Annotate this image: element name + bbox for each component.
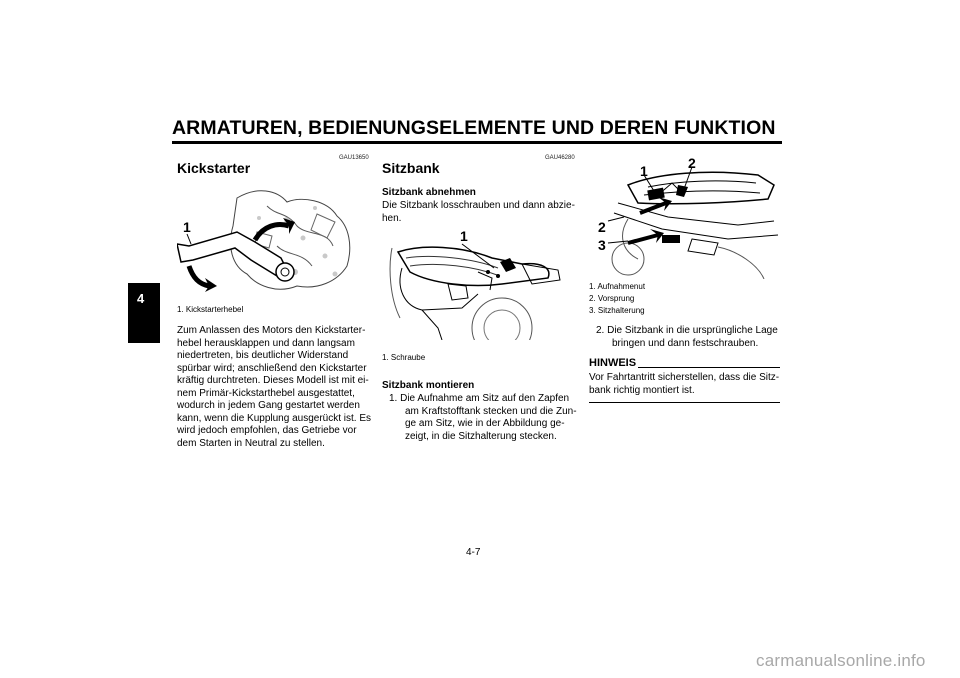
header-rule bbox=[172, 141, 782, 144]
caption-line: 3. Sitzhalterung bbox=[589, 306, 645, 315]
figure-caption: 1. Schraube bbox=[382, 353, 426, 362]
remove-body bbox=[382, 200, 577, 225]
kickstarter-body bbox=[177, 325, 372, 450]
page-number: 4-7 bbox=[466, 547, 481, 558]
seat-figure bbox=[382, 228, 574, 340]
body-line: spürbar wird; anschließend den Kickstarter bbox=[177, 362, 367, 374]
motorcycle-seat-illustration bbox=[382, 228, 574, 340]
figure-callout: 1 bbox=[640, 163, 648, 179]
body-line: Die Sitzbank losschrauben und dann abzie- bbox=[382, 200, 575, 211]
body-line: kann, wenn die Kupplung ausgerückt ist. Es bbox=[177, 412, 372, 424]
step-line: 1. Die Aufnahme am Sitz auf den Zapfen bbox=[389, 393, 570, 404]
note-rule-top bbox=[638, 367, 780, 368]
chapter-number: 4 bbox=[137, 291, 145, 306]
section-code: GAU46280 bbox=[545, 155, 575, 161]
caption-line: 1. Aufnahmenut bbox=[589, 282, 646, 291]
figure-callout: 2 bbox=[688, 155, 696, 171]
kickstarter-lever-illustration bbox=[177, 186, 369, 298]
figure-caption: 1. Kickstarterhebel bbox=[177, 305, 244, 314]
caption-line: 2. Vorsprung bbox=[589, 294, 635, 303]
figure-callout: 3 bbox=[598, 237, 606, 253]
step-line: zeigt, in die Sitzhalterung stecken. bbox=[405, 430, 557, 442]
step-line: ge am Sitz, wie in der Abbildung ge- bbox=[405, 418, 565, 429]
body-line: dem Starten in Neutral zu stellen. bbox=[177, 437, 325, 449]
figure-callout: 1 bbox=[460, 228, 468, 244]
figure-captions bbox=[589, 281, 645, 317]
subsection-title-remove: Sitzbank abnehmen bbox=[382, 187, 476, 198]
kickstarter-figure bbox=[177, 186, 369, 298]
body-line: wodurch in jedem Gang gestartet werden bbox=[177, 400, 360, 411]
chapter-tab bbox=[128, 283, 160, 343]
note-body bbox=[589, 372, 784, 397]
step-line: 2. Die Sitzbank in die ursprüngliche Lage bbox=[596, 325, 778, 336]
body-line: kräftig durchtreten. Dieses Modell ist mit ei- bbox=[177, 375, 369, 386]
section-code: GAU13650 bbox=[339, 155, 369, 161]
note-line: bank richtig montiert ist. bbox=[589, 384, 695, 396]
install-step-1 bbox=[382, 393, 577, 443]
watermark: carmanualsonline.info bbox=[756, 651, 926, 670]
section-title-kickstarter: Kickstarter bbox=[177, 160, 251, 176]
body-line: niedertreten, bis deutlicher Widerstand bbox=[177, 350, 349, 361]
subsection-title-install: Sitzbank montieren bbox=[382, 380, 475, 391]
note-line: Vor Fahrtantritt sicherstellen, dass die Sitz- bbox=[589, 372, 780, 383]
body-line: nem Primär-Kickstarthebel ausgestattet, bbox=[177, 387, 355, 399]
body-line: Zum Anlassen des Motors den Kickstarter- bbox=[177, 325, 366, 336]
body-line: hebel herausklappen und dann langsam bbox=[177, 337, 355, 349]
section-title-sitzbank: Sitzbank bbox=[382, 160, 440, 176]
body-line: hen. bbox=[382, 212, 402, 224]
figure-callout: 1 bbox=[183, 219, 191, 235]
note-title: HINWEIS bbox=[589, 357, 637, 369]
body-line: wird jedoch empfohlen, das Getriebe vor bbox=[177, 425, 357, 436]
note-rule-bottom bbox=[589, 402, 780, 403]
install-step-2 bbox=[589, 325, 784, 350]
step-line: bringen und dann festschrauben. bbox=[612, 337, 759, 349]
figure-callout: 2 bbox=[598, 219, 606, 235]
page-title: ARMATUREN, BEDIENUNGSELEMENTE UND DEREN FUNKTION bbox=[172, 117, 776, 139]
seat-mount-figure bbox=[588, 155, 780, 279]
step-line: am Kraftstofftank stecken und die Zun- bbox=[405, 405, 577, 417]
seat-mount-illustration bbox=[588, 155, 780, 279]
